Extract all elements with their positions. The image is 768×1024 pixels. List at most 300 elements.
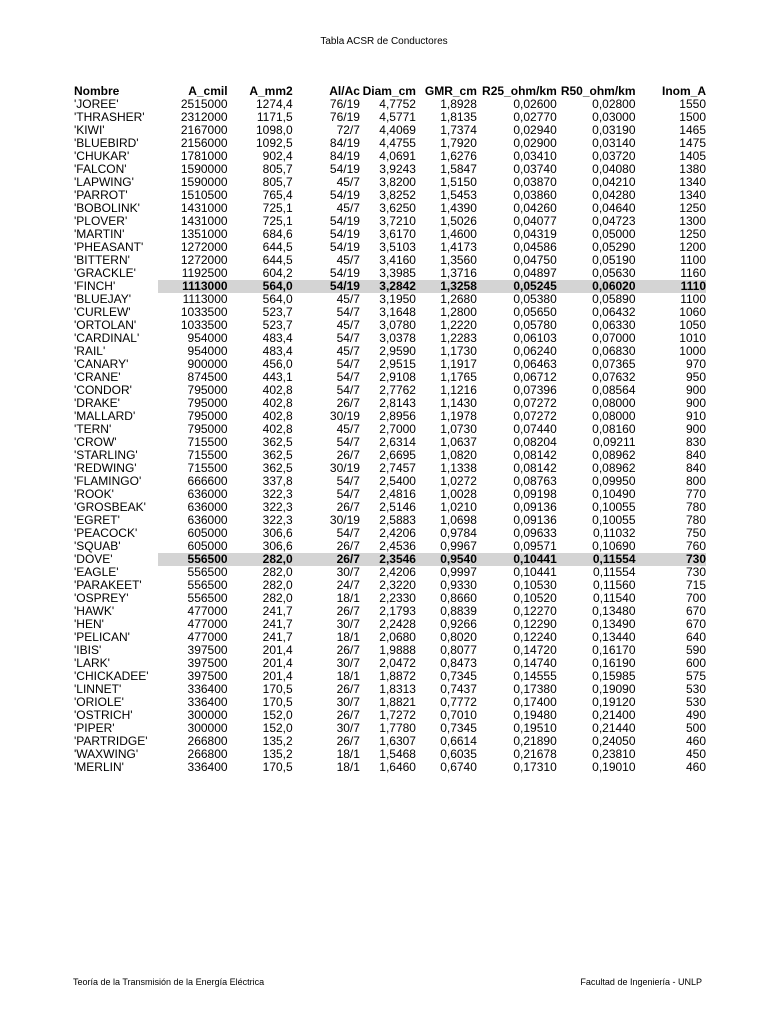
table-cell: 0,6740 xyxy=(440,760,477,774)
header-row xyxy=(70,84,706,98)
table-cell: 300000 xyxy=(187,721,228,735)
table-cell: 45/7 xyxy=(336,201,360,215)
table-cell: 18/1 xyxy=(336,669,360,683)
table-cell: 201,4 xyxy=(262,669,293,683)
table-cell: 0,19480 xyxy=(513,708,557,722)
table-cell: 1550 xyxy=(679,97,706,111)
table-cell: 4,4755 xyxy=(379,136,416,150)
table-cell: 0,10441 xyxy=(477,553,557,566)
table-cell: 1110 xyxy=(636,280,706,293)
table-cell: 0,05890 xyxy=(592,292,636,306)
table-cell: 362,5 xyxy=(262,461,293,475)
table-cell: 450 xyxy=(685,747,706,761)
table-cell: 0,13480 xyxy=(592,604,636,618)
table-cell: 170,5 xyxy=(262,760,293,774)
table-cell: 1,1338 xyxy=(440,461,477,475)
table-cell: 362,5 xyxy=(262,435,293,449)
table-cell: 0,04319 xyxy=(513,227,557,241)
table-cell: 1,6460 xyxy=(379,760,416,774)
table-cell: 2156000 xyxy=(180,136,228,150)
table-cell: 2,5400 xyxy=(379,474,416,488)
table-cell: 460 xyxy=(685,760,706,774)
table-cell: 0,10441 xyxy=(513,565,557,579)
table-cell: 2,5146 xyxy=(379,500,416,514)
conductor-name-cell: 'GROSBEAK' xyxy=(74,500,146,514)
table-cell: 730 xyxy=(685,565,706,579)
table-cell: 135,2 xyxy=(262,734,293,748)
table-cell: 910 xyxy=(685,409,706,423)
table-cell: 0,06330 xyxy=(592,318,636,332)
table-cell: 26/7 xyxy=(336,734,360,748)
table-cell: 0,03860 xyxy=(513,188,557,202)
table-cell: 0,07632 xyxy=(592,370,636,384)
table-cell: 0,06712 xyxy=(513,370,557,384)
table-cell: 337,8 xyxy=(262,474,293,488)
table-cell: 0,13490 xyxy=(592,617,636,631)
conductor-name-cell: 'IBIS' xyxy=(74,643,102,657)
table-cell: 0,7345 xyxy=(440,669,477,683)
table-cell: 0,9330 xyxy=(440,578,477,592)
table-cell: 26/7 xyxy=(336,500,360,514)
table-cell: 0,12240 xyxy=(513,630,557,644)
table-cell: 0,19090 xyxy=(592,682,636,696)
table-cell: 1033500 xyxy=(180,318,228,332)
table-cell: 26/7 xyxy=(336,708,360,722)
table-cell: 54/19 xyxy=(329,162,360,176)
table-cell: 0,08000 xyxy=(592,396,636,410)
table-cell: 0,9540 xyxy=(416,553,477,566)
table-cell: 523,7 xyxy=(262,318,293,332)
table-cell: 605000 xyxy=(187,539,228,553)
table-cell: 0,12290 xyxy=(513,617,557,631)
table-cell: 201,4 xyxy=(262,643,293,657)
table-cell: 0,11032 xyxy=(593,526,636,540)
table-cell: 636000 xyxy=(187,513,228,527)
conductor-name-cell: 'CHUKAR' xyxy=(74,149,130,163)
table-cell: 636000 xyxy=(187,487,228,501)
table-cell: 1050 xyxy=(679,318,706,332)
table-cell: 1272000 xyxy=(180,253,228,267)
table-cell: 1340 xyxy=(679,188,706,202)
table-cell: 604,2 xyxy=(262,266,293,280)
table-cell: 564,0 xyxy=(228,280,293,293)
table-cell: 644,5 xyxy=(262,253,293,267)
table-cell: 0,04210 xyxy=(592,175,636,189)
table-cell: 0,6035 xyxy=(440,747,477,761)
table-cell: 2,0680 xyxy=(379,630,416,644)
table-cell: 1,4600 xyxy=(440,227,477,241)
table-cell: 24/7 xyxy=(336,578,360,592)
table-cell: 556500 xyxy=(187,591,228,605)
table-cell: 54/7 xyxy=(336,487,360,501)
table-cell: 1340 xyxy=(679,175,706,189)
table-cell: 54/19 xyxy=(329,240,360,254)
table-cell: 0,04077 xyxy=(513,214,557,228)
table-cell: 1098,0 xyxy=(255,123,293,137)
table-cell: 0,9266 xyxy=(440,617,477,631)
table-cell: 4,7752 xyxy=(379,97,416,111)
table-cell: 1,1216 xyxy=(440,383,477,397)
table-cell: 54/7 xyxy=(336,526,360,540)
conductor-name-cell: 'OSPREY' xyxy=(74,591,129,605)
table-cell: 0,11554 xyxy=(557,553,636,566)
table-cell: 26/7 xyxy=(293,553,360,566)
table-cell: 0,07272 xyxy=(513,409,557,423)
table-cell: 282,0 xyxy=(262,565,293,579)
table-cell: 2,6695 xyxy=(379,448,416,462)
table-cell: 1,5468 xyxy=(379,747,416,761)
table-cell: 1,9888 xyxy=(379,643,416,657)
table-cell: 26/7 xyxy=(336,396,360,410)
table-cell: 530 xyxy=(685,682,706,696)
table-cell: 3,0780 xyxy=(379,318,416,332)
table-cell: 30/19 xyxy=(329,513,360,527)
table-cell: 0,14720 xyxy=(513,643,557,657)
table-cell: 0,03000 xyxy=(592,110,636,124)
table-cell: 2,4816 xyxy=(379,487,416,501)
table-cell: 1,8928 xyxy=(440,97,477,111)
table-cell: 30/7 xyxy=(336,565,360,579)
table-cell: 0,06830 xyxy=(592,344,636,358)
table-cell: 0,6614 xyxy=(440,734,477,748)
conductor-name-cell: 'PIPER' xyxy=(74,721,115,735)
table-cell: 795000 xyxy=(187,396,228,410)
table-cell: 0,02900 xyxy=(513,136,557,150)
conductor-name-cell: 'LINNET' xyxy=(74,682,122,696)
table-cell: 0,12270 xyxy=(513,604,557,618)
conductor-name-cell: 'EAGLE' xyxy=(74,565,119,579)
table-cell: 1,0272 xyxy=(440,474,477,488)
table-cell: 1,0820 xyxy=(440,448,477,462)
table-cell: 0,21890 xyxy=(513,734,557,748)
table-cell: 0,7437 xyxy=(440,682,477,696)
conductor-name-cell: 'PEACOCK' xyxy=(74,526,138,540)
footer-right: Facultad de Ingeniería - UNLP xyxy=(580,977,702,987)
table-cell: 2,7457 xyxy=(379,461,416,475)
table-row xyxy=(70,761,706,774)
table-cell: 0,7010 xyxy=(440,708,477,722)
table-cell: 760 xyxy=(685,539,706,553)
table-cell: 2,4536 xyxy=(379,539,416,553)
table-cell: 715 xyxy=(685,578,706,592)
table-cell: 0,06432 xyxy=(592,305,636,319)
table-cell: 300000 xyxy=(187,708,228,722)
table-cell: 1,2800 xyxy=(440,305,477,319)
table-cell: 765,4 xyxy=(262,188,293,202)
table-cell: 0,05290 xyxy=(592,240,636,254)
table-cell: 1,7272 xyxy=(379,708,416,722)
table-cell: 1171,5 xyxy=(256,110,293,124)
table-cell: 684,6 xyxy=(262,227,293,241)
table-cell: 1033500 xyxy=(180,305,228,319)
table-cell: 2,5883 xyxy=(379,513,416,527)
table-cell: 3,6250 xyxy=(379,201,416,215)
table-cell: 556500 xyxy=(187,565,228,579)
table-cell: 152,0 xyxy=(262,721,293,735)
table-cell: 0,10490 xyxy=(592,487,636,501)
conductor-name-cell: 'ORTOLAN' xyxy=(74,318,137,332)
table-cell: 0,09198 xyxy=(513,487,557,501)
table-cell: 0,11560 xyxy=(593,578,636,592)
table-cell: 900 xyxy=(685,396,706,410)
conductor-name-cell: 'JOREE' xyxy=(74,97,119,111)
table-cell: 0,02770 xyxy=(513,110,557,124)
table-cell: 1,1430 xyxy=(440,396,477,410)
table-cell: 1475 xyxy=(679,136,706,150)
table-cell: 556500 xyxy=(187,578,228,592)
table-cell: 725,1 xyxy=(262,201,293,215)
conductor-name-cell: 'FLAMINGO' xyxy=(74,474,142,488)
table-cell: 0,02600 xyxy=(513,97,557,111)
table-cell: 1,7780 xyxy=(379,721,416,735)
table-cell: 1,6307 xyxy=(379,734,416,748)
table-cell: 72/7 xyxy=(336,123,360,137)
table-cell: 500 xyxy=(685,721,706,735)
conductor-name-cell: 'HAWK' xyxy=(74,604,115,618)
conductor-name-cell: 'CROW' xyxy=(74,435,117,449)
table-cell: 1,0730 xyxy=(440,422,477,436)
table-cell: 715500 xyxy=(187,435,228,449)
table-cell: 523,7 xyxy=(262,305,293,319)
column-header: A_mm2 xyxy=(249,83,293,98)
table-cell: 0,8473 xyxy=(440,656,477,670)
table-cell: 26/7 xyxy=(336,682,360,696)
table-cell: 76/19 xyxy=(329,97,360,111)
table-cell: 590 xyxy=(685,643,706,657)
table-cell: 1405 xyxy=(679,149,706,163)
conductor-name-cell: 'BOBOLINK' xyxy=(74,201,140,215)
table-cell: 45/7 xyxy=(336,292,360,306)
table-cell: 0,08142 xyxy=(513,448,557,462)
table-cell: 54/7 xyxy=(336,370,360,384)
table-cell: 397500 xyxy=(187,643,228,657)
table-cell: 1,3716 xyxy=(440,266,477,280)
table-cell: 1,0210 xyxy=(440,500,477,514)
table-cell: 1250 xyxy=(679,201,706,215)
table-cell: 26/7 xyxy=(336,643,360,657)
table-cell: 2,7000 xyxy=(379,422,416,436)
table-cell: 3,0378 xyxy=(379,331,416,345)
table-cell: 1274,4 xyxy=(255,97,293,111)
table-cell: 3,6170 xyxy=(379,227,416,241)
table-cell: 605000 xyxy=(187,526,228,540)
conductor-name-cell: 'MALLARD' xyxy=(74,409,136,423)
table-cell: 1160 xyxy=(680,266,706,280)
conductor-name-cell: 'BLUEBIRD' xyxy=(74,136,139,150)
table-cell: 0,19120 xyxy=(592,695,636,709)
table-cell: 2,9515 xyxy=(379,357,416,371)
table-cell: 282,0 xyxy=(228,553,293,566)
table-cell: 30/7 xyxy=(336,695,360,709)
table-cell: 2312000 xyxy=(180,110,228,124)
acsr-table xyxy=(70,84,706,774)
table-cell: 0,04897 xyxy=(513,266,557,280)
table-cell: 4,5771 xyxy=(379,110,416,124)
table-cell: 54/7 xyxy=(336,305,360,319)
table-cell: 0,05190 xyxy=(592,253,636,267)
table-cell: 1060 xyxy=(679,305,706,319)
table-cell: 0,09571 xyxy=(513,539,557,553)
table-cell: 874500 xyxy=(187,370,228,384)
table-cell: 1590000 xyxy=(180,175,228,189)
table-cell: 1,5847 xyxy=(440,162,477,176)
table-cell: 0,15985 xyxy=(592,669,636,683)
conductor-name-cell: 'PHEASANT' xyxy=(74,240,144,254)
table-cell: 840 xyxy=(685,461,706,475)
column-header: Diam_cm xyxy=(362,83,416,98)
table-cell: 402,8 xyxy=(262,409,293,423)
table-cell: 30/7 xyxy=(336,656,360,670)
table-cell: 795000 xyxy=(187,383,228,397)
conductor-name-cell: 'CONDOR' xyxy=(74,383,132,397)
table-cell: 1100 xyxy=(680,292,706,306)
table-cell: 402,8 xyxy=(262,396,293,410)
table-cell: 0,03720 xyxy=(592,149,636,163)
table-cell: 3,8200 xyxy=(379,175,416,189)
table-cell: 84/19 xyxy=(329,136,360,150)
table-cell: 54/19 xyxy=(293,280,360,293)
table-cell: 0,10690 xyxy=(592,539,636,553)
table-cell: 0,02800 xyxy=(592,97,636,111)
table-cell: 1351000 xyxy=(180,227,228,241)
table-cell: 2,2428 xyxy=(379,617,416,631)
table-cell: 170,5 xyxy=(262,695,293,709)
table-cell: 0,07365 xyxy=(592,357,636,371)
table-cell: 0,09136 xyxy=(513,513,557,527)
table-cell: 0,07000 xyxy=(592,331,636,345)
table-cell: 830 xyxy=(685,435,706,449)
table-cell: 2,9108 xyxy=(379,370,416,384)
table-cell: 1,4390 xyxy=(440,201,477,215)
table-cell: 0,05650 xyxy=(513,305,557,319)
table-cell: 1200 xyxy=(679,240,706,254)
conductor-name-cell: 'THRASHER' xyxy=(74,110,145,124)
table-cell: 362,5 xyxy=(262,448,293,462)
table-cell: 0,11540 xyxy=(593,591,636,605)
table-cell: 0,9784 xyxy=(440,526,477,540)
table-cell: 0,04750 xyxy=(513,253,557,267)
table-cell: 0,07396 xyxy=(513,383,557,397)
table-cell: 3,3985 xyxy=(379,266,416,280)
column-header: GMR_cm xyxy=(424,83,477,98)
table-cell: 54/19 xyxy=(329,227,360,241)
table-cell: 950 xyxy=(685,370,706,384)
table-cell: 54/19 xyxy=(329,214,360,228)
conductor-name-cell: 'PARTRIDGE' xyxy=(74,734,148,748)
table-cell: 0,05380 xyxy=(513,292,557,306)
table-cell: 3,1648 xyxy=(379,305,416,319)
footer-left: Teoría de la Transmisión de la Energía Eléctrica xyxy=(73,977,265,987)
table-cell: 750 xyxy=(685,526,706,540)
table-cell: 0,09633 xyxy=(513,526,557,540)
table-cell: 770 xyxy=(685,487,706,501)
table-cell: 0,10520 xyxy=(513,591,557,605)
table-cell: 3,9243 xyxy=(379,162,416,176)
table-cell: 1,0637 xyxy=(440,435,477,449)
table-cell: 76/19 xyxy=(329,110,360,124)
conductor-name-cell: 'DOVE' xyxy=(70,553,158,566)
table-cell: 1100 xyxy=(680,253,706,267)
table-cell: 2,4206 xyxy=(379,565,416,579)
table-cell: 0,03140 xyxy=(592,136,636,150)
table-cell: 670 xyxy=(685,617,706,631)
table-cell: 54/19 xyxy=(329,188,360,202)
table-cell: 780 xyxy=(685,500,706,514)
table-cell: 1,3258 xyxy=(416,280,477,293)
conductor-name-cell: 'FINCH' xyxy=(70,280,158,293)
conductor-name-cell: 'PLOVER' xyxy=(74,214,128,228)
table-cell: 30/7 xyxy=(336,721,360,735)
conductor-name-cell: 'STARLING' xyxy=(74,448,138,462)
table-cell: 336400 xyxy=(187,760,228,774)
table-cell: 0,05000 xyxy=(592,227,636,241)
conductor-name-cell: 'TERN' xyxy=(74,422,112,436)
table-cell: 0,16170 xyxy=(592,643,636,657)
table-cell: 1300 xyxy=(679,214,706,228)
table-cell: 0,08564 xyxy=(592,383,636,397)
table-cell: 1,3560 xyxy=(440,253,477,267)
table-cell: 0,09136 xyxy=(513,500,557,514)
table-cell: 1000 xyxy=(679,344,706,358)
table-cell: 2515000 xyxy=(180,97,228,111)
table-cell: 0,04640 xyxy=(592,201,636,215)
conductor-name-cell: 'SQUAB' xyxy=(74,539,121,553)
table-cell: 0,11554 xyxy=(593,565,636,579)
conductor-name-cell: 'HEN' xyxy=(74,617,104,631)
table-cell: 0,04723 xyxy=(592,214,636,228)
table-cell: 0,03740 xyxy=(513,162,557,176)
table-cell: 30/7 xyxy=(336,617,360,631)
table-cell: 0,08142 xyxy=(513,461,557,475)
table-cell: 1,7920 xyxy=(440,136,477,150)
conductor-name-cell: 'GRACKLE' xyxy=(74,266,136,280)
table-cell: 0,7345 xyxy=(440,721,477,735)
conductor-name-cell: 'ORIOLE' xyxy=(74,695,124,709)
table-cell: 18/1 xyxy=(336,630,360,644)
table-cell: 1010 xyxy=(679,331,706,345)
table-cell: 241,7 xyxy=(262,617,293,631)
table-cell: 45/7 xyxy=(336,422,360,436)
column-header: Al/Ac xyxy=(329,83,360,98)
table-cell: 0,9967 xyxy=(440,539,477,553)
table-cell: 3,4160 xyxy=(379,253,416,267)
table-cell: 0,19510 xyxy=(513,721,557,735)
table-cell: 800 xyxy=(685,474,706,488)
table-cell: 477000 xyxy=(187,604,228,618)
table-cell: 1,7374 xyxy=(440,123,477,137)
table-cell: 0,08160 xyxy=(592,422,636,436)
column-header: R25_ohm/km xyxy=(482,83,557,98)
table-cell: 3,2842 xyxy=(360,280,416,293)
table-cell: 397500 xyxy=(187,669,228,683)
table-cell: 1,1730 xyxy=(440,344,477,358)
table-cell: 0,05630 xyxy=(592,266,636,280)
table-cell: 0,21678 xyxy=(513,747,557,761)
table-cell: 1,5150 xyxy=(440,175,477,189)
conductor-name-cell: 'WAXWING' xyxy=(74,747,139,761)
table-cell: 135,2 xyxy=(262,747,293,761)
column-header: A_cmil xyxy=(188,83,228,98)
table-cell: 54/7 xyxy=(336,435,360,449)
table-cell: 700 xyxy=(685,591,706,605)
table-cell: 456,0 xyxy=(262,357,293,371)
conductor-name-cell: 'MARTIN' xyxy=(74,227,125,241)
table-cell: 0,07440 xyxy=(513,422,557,436)
table-cell: 0,03870 xyxy=(513,175,557,189)
table-cell: 795000 xyxy=(187,422,228,436)
table-cell: 0,17400 xyxy=(513,695,557,709)
table-cell: 0,08962 xyxy=(592,461,636,475)
